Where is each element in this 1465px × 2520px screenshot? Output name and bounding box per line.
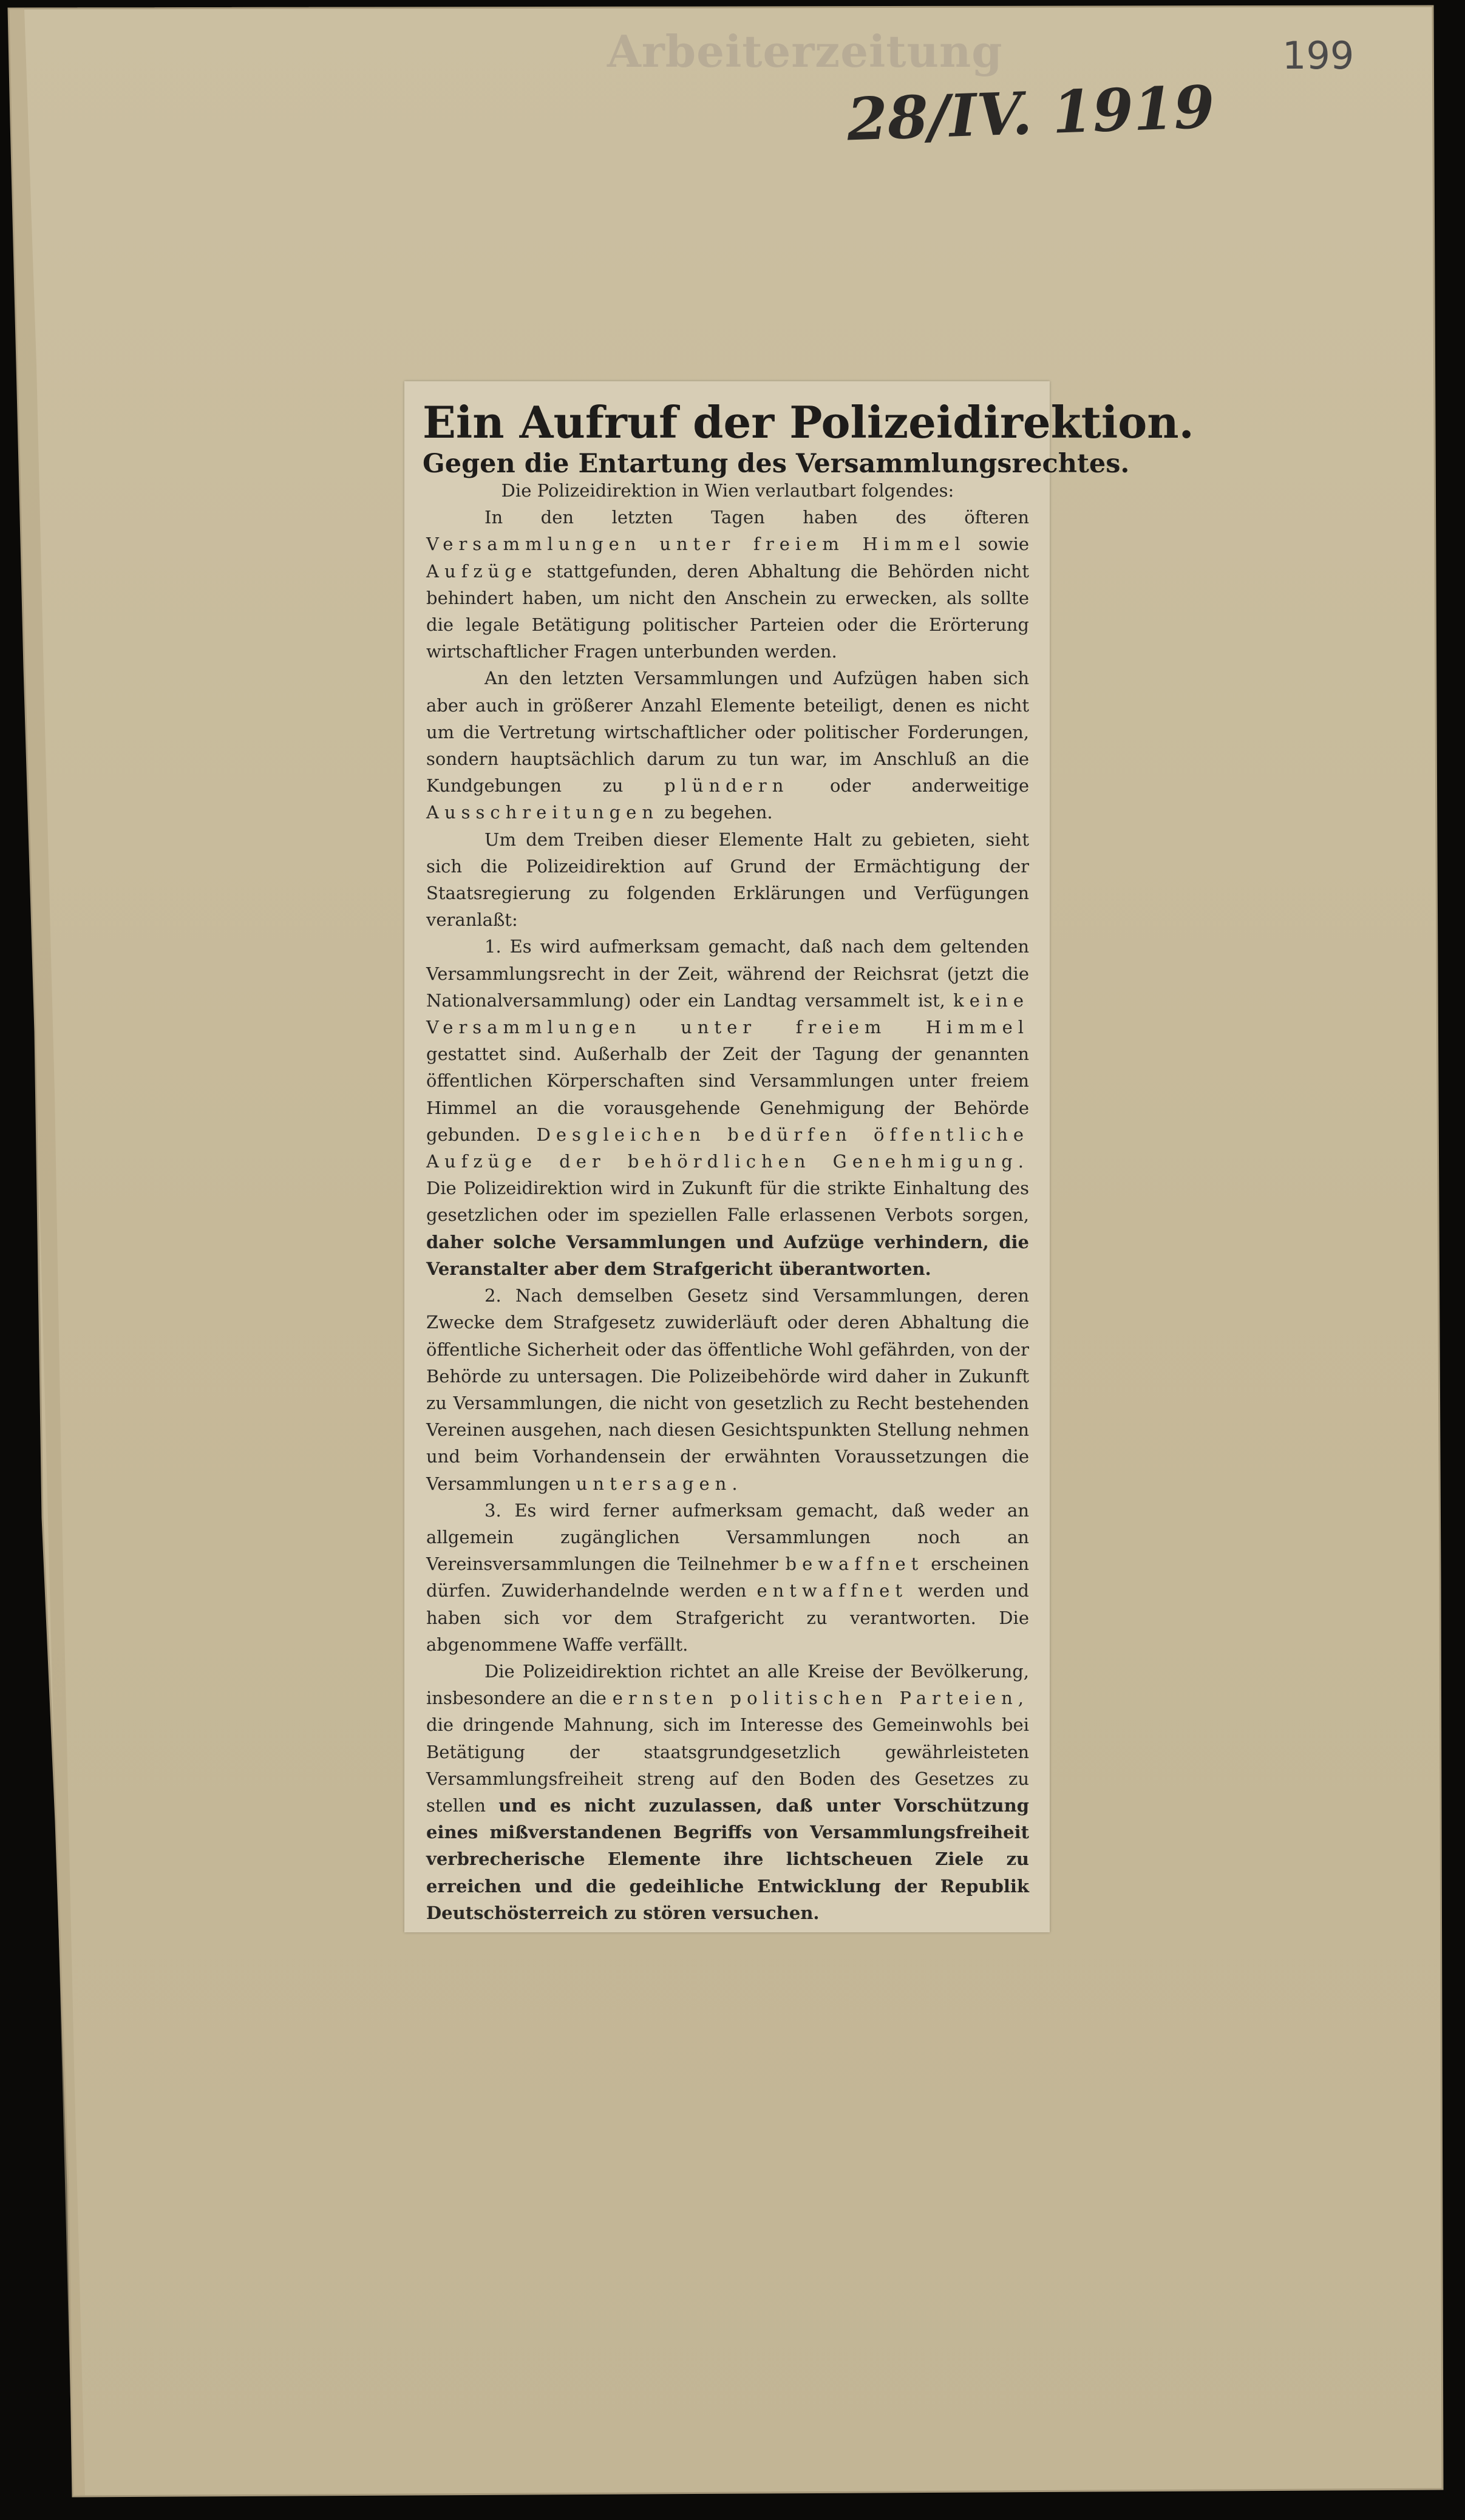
paragraph-6-text-a: 3. Es wird ferner aufmerksam gemacht, daß weder an allgemein zugänglichen Versammlungen noch an Vereinsversammlungen die Teilnehmer: [426, 1499, 1029, 1575]
paragraph-7-text-a: Die Polizeidirektion richtet an alle Kreise der Bevölkerung, insbesondere an die: [426, 1660, 1029, 1709]
paragraph-5-text-a: 2. Nach demselben Gesetz sind Versammlungen, deren Zwecke dem Strafgesetz zuwiderläuft oder deren Abhaltung die öffentliche Sicherheit oder das öffentliche Wohl gefährden, von der Behörde zu untersagen. Die Polizeibehörde wird daher in Zukunft zu Versammlungen, die nicht von gesetzlich zu Recht bestehenden Vereinen ausgehen, nach diesen Gesichtspunkten Stellung nehmen und beim Vorhandensein der erwähnten Voraussetzungen die Versammlungen: [426, 1285, 1029, 1494]
paragraph-2-text-b: oder anderweitige: [829, 775, 1029, 796]
paragraph-7: [426, 1658, 1029, 1926]
paragraph-6-spaced-b: entwaffnet: [756, 1580, 908, 1601]
paragraph-2: [426, 665, 1029, 826]
handwritten-date: 28/IV. 1919: [846, 72, 1216, 154]
article-subheadline: Gegen die Entartung des Versammlungsrechtes.: [423, 449, 1130, 479]
paragraph-4: [426, 933, 1029, 1282]
paragraph-4-text-c: Die Polizeidirektion wird in Zukunft für die strikte Einhaltung des gesetzlichen oder im speziellen Falle erlassenen Verbots sorgen,: [426, 1178, 1029, 1226]
paragraph-1-spaced-b: Aufzüge: [426, 560, 538, 582]
paragraph-1-text-b: sowie: [978, 534, 1030, 555]
paragraph-6: [426, 1497, 1029, 1658]
paragraph-2-spaced-b: Ausschreitungen: [426, 802, 659, 823]
paragraph-4-text-a: 1. Es wird aufmerksam gemacht, daß nach dem geltenden Versammlungsrecht in der Zeit, während der Reichsrat (jetzt die Nationalversammlung) oder ein Landtag versammelt ist,: [426, 936, 1029, 1011]
paragraph-5-spaced-a: untersagen.: [576, 1473, 743, 1494]
newspaper-name-stamp: Arbeiterzeitung: [607, 25, 1003, 77]
paragraph-7-spaced-a: ernsten politischen Parteien,: [612, 1688, 1029, 1709]
folio-number: 199: [1282, 33, 1355, 78]
paragraph-6-spaced-a: bewaffnet: [785, 1554, 924, 1575]
paragraph-1-text-a: In den letzten Tagen haben des öfteren: [484, 507, 1029, 528]
paragraph-7-bold: und es nicht zuzulassen, daß unter Vorschützung eines mißverstandenen Begriffs von Versammlungsfreiheit verbrecherische Elemente ihre lichtscheuen Ziele zu erreichen und die gedeihliche Entwicklung der Republik Deutschösterreich zu stören versuchen.: [426, 1795, 1029, 1923]
paragraph-1-text-c: stattgefunden, deren Abhaltung die Behörden nicht behindert haben, um nicht den Anschein zu erwecken, als sollte die legale Betätigung politischer Parteien oder die Erörterung wirtschaftlicher Fragen unterbunden werden.: [426, 560, 1030, 662]
newspaper-clipping: [404, 381, 1194, 1932]
paragraph-2-text-a: An den letzten Versammlungen und Aufzügen haben sich aber auch in größerer Anzahl Elemente beteiligt, denen es nicht um die Vertretung wirtschaftlicher oder politischer Forderungen, sondern hauptsächlich darum zu tun war, im Anschluß an die Kundgebungen zu: [426, 668, 1029, 796]
paragraph-4-bold: daher solche Versammlungen und Aufzüge verhindern, die Veranstalter aber dem Strafgericht überantworten.: [426, 1231, 1029, 1279]
article-body: [426, 477, 1029, 1926]
paragraph-6-text-c: werden und haben sich vor dem Strafgericht zu verantworten. Die abgenommene Waffe verfällt.: [426, 1580, 1029, 1655]
article-intro: Die Polizeidirektion in Wien verlautbart folgendes:: [501, 480, 954, 501]
paragraph-1-spaced-a: Versammlungen unter freiem Himmel: [426, 534, 966, 555]
article-headline: Ein Aufruf der Polizeidirektion.: [423, 396, 1194, 448]
paragraph-4-spaced-b: Desgleichen bedürfen öffentliche Aufzüge der behördlichen Genehmigung.: [426, 1124, 1029, 1172]
paragraph-3: Um dem Treiben dieser Elemente Halt zu gebieten, sieht sich die Polizeidirektion auf Grund der Ermächtigung der Staatsregierung zu folgenden Erklärungen und Verfügungen veranlaßt:: [426, 829, 1029, 931]
paragraph-2-spaced-a: plündern: [664, 775, 789, 796]
paragraph-7-text-b: die dringende Mahnung, sich im Interesse des Gemeinwohls bei Betätigung der staatsgrundgesetzlich gewährleisteten Versammlungsfreiheit streng auf den Boden des Gesetzes zu stellen: [426, 1714, 1029, 1816]
paragraph-5: [426, 1282, 1029, 1497]
paragraph-4-text-b: gestattet sind. Außerhalb der Zeit der Tagung der genannten öffentlichen Körperschaften sind Versammlungen unter freiem Himmel an die vorausgehende Genehmigung der Behörde gebunden.: [426, 1044, 1029, 1145]
paragraph-6-text-b: erscheinen dürfen. Zuwiderhandelnde werden: [426, 1554, 1030, 1601]
paragraph-1: [426, 504, 1029, 665]
paragraph-4-spaced-a: keine Versammlungen unter freiem Himmel: [426, 990, 1029, 1038]
paragraph-2-text-c: zu begehen.: [664, 802, 773, 823]
